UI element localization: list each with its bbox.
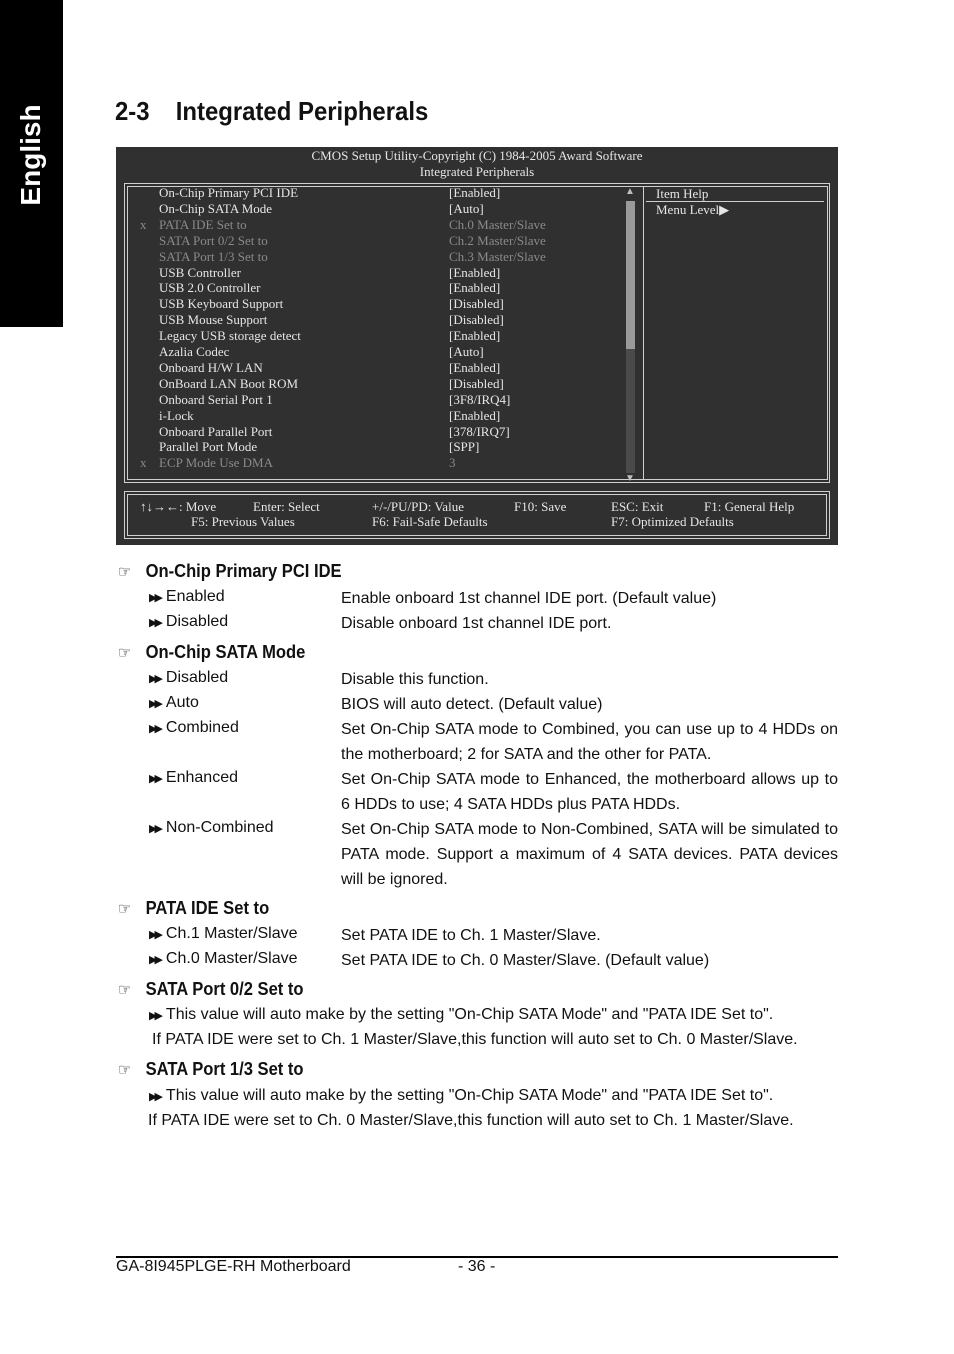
triangle-right-icon: ▶ xyxy=(719,202,730,217)
heading-pata-ide: ☞ PATA IDE Set to xyxy=(118,898,270,918)
bios-item-name: Legacy USB storage detect xyxy=(159,328,301,344)
sata13-detail: If PATA IDE were set to Ch. 0 Master/Slave,this function will auto set to Ch. 1 Master/Slave. xyxy=(148,1112,794,1129)
double-arrow-icon: ▶▶ xyxy=(149,698,160,710)
option-description: Enable onboard 1st channel IDE port. (Default value) xyxy=(341,590,717,607)
heading-pci-ide: ☞ On-Chip Primary PCI IDE xyxy=(118,561,342,581)
option-description: Set On-Chip SATA mode to Combined, you can use up to 4 HDDs on the motherboard; 2 for SATA and the other for PATA. xyxy=(341,721,838,763)
bios-item-name: Onboard H/W LAN xyxy=(159,359,263,375)
option-label: ▶▶ Disabled xyxy=(149,669,229,686)
bios-item-name: Azalia Codec xyxy=(159,344,230,359)
heading-sata-port-13: ☞ SATA Port 1/3 Set to xyxy=(118,1059,304,1079)
bios-item-value[interactable]: Ch.2 Master/Slave xyxy=(449,232,546,248)
heading-sata-mode: ☞ On-Chip SATA Mode xyxy=(118,642,306,662)
option-label: ▶▶ Ch.1 Master/Slave xyxy=(149,925,298,942)
double-arrow-icon: ▶▶ xyxy=(149,723,160,735)
option-label: ▶▶ Disabled xyxy=(149,613,229,630)
double-arrow-icon: ▶▶ xyxy=(149,929,160,941)
option-description: Set PATA IDE to Ch. 0 Master/Slave. (Default value) xyxy=(341,952,710,969)
key-exit: ESC: Exit xyxy=(611,499,664,514)
footer-model: GA-8I945PLGE-RH Motherboard xyxy=(116,1258,351,1275)
bios-item-value[interactable]: 3 xyxy=(449,455,456,471)
option-label: ▶▶ Non-Combined xyxy=(149,819,274,836)
sata13-note: ▶▶ This value will auto make by the setting "On-Chip SATA Mode" and "PATA IDE Set to". xyxy=(149,1087,774,1104)
option-description: Set PATA IDE to Ch. 1 Master/Slave. xyxy=(341,927,601,944)
bios-item-value[interactable]: [Disabled] xyxy=(449,312,504,328)
sata02-detail: If PATA IDE were set to Ch. 1 Master/Slave,this function will auto set to Ch. 0 Master/Slave. xyxy=(152,1031,798,1048)
bios-item-value[interactable]: [Enabled] xyxy=(449,280,501,296)
key-move: ↑↓→←: Move xyxy=(140,499,217,514)
option-label: ▶▶ Ch.0 Master/Slave xyxy=(149,950,298,967)
option-label: ▶▶ Auto xyxy=(149,694,199,711)
bios-item-name: Onboard Parallel Port xyxy=(159,423,273,439)
key-optimized: F7: Optimized Defaults xyxy=(611,514,734,529)
double-arrow-icon: ▶▶ xyxy=(149,617,160,629)
bios-item-name: PATA IDE Set to xyxy=(159,216,247,232)
bios-subtitle: Integrated Peripherals xyxy=(419,164,535,179)
section-number: 2-3 xyxy=(115,96,150,126)
bios-item-value[interactable]: Ch.3 Master/Slave xyxy=(449,248,546,264)
bios-item-value[interactable]: [Enabled] xyxy=(449,359,501,375)
option-description: BIOS will auto detect. (Default value) xyxy=(341,696,603,713)
pointing-hand-icon: ☞ xyxy=(118,645,132,662)
bios-screen xyxy=(116,147,838,545)
key-save: F10: Save xyxy=(514,499,567,514)
pointing-hand-icon: ☞ xyxy=(118,982,132,999)
bios-item-name: SATA Port 0/2 Set to xyxy=(159,232,268,248)
bios-item-value[interactable]: [SPP] xyxy=(449,439,480,455)
double-arrow-icon: ▶▶ xyxy=(149,823,160,835)
bios-item-value[interactable]: [378/IRQ7] xyxy=(449,423,510,439)
option-description: Disable onboard 1st channel IDE port. xyxy=(341,615,612,632)
language-tab xyxy=(0,0,63,327)
bios-item-value[interactable]: [Disabled] xyxy=(449,296,504,312)
bios-item-name: On-Chip SATA Mode xyxy=(159,200,273,216)
language-tab-label: English xyxy=(15,104,46,206)
double-arrow-icon: ▶▶ xyxy=(149,773,160,785)
bios-item-value[interactable]: [3F8/IRQ4] xyxy=(449,391,511,407)
bios-item-value[interactable]: [Disabled] xyxy=(449,375,504,391)
item-help-title: Item Help xyxy=(656,186,709,201)
section-heading xyxy=(115,96,428,127)
scroll-up-icon[interactable]: ▲ xyxy=(625,186,635,197)
bios-item-value[interactable]: [Enabled] xyxy=(449,407,501,423)
option-label: ▶▶ Combined xyxy=(149,719,239,736)
pointing-hand-icon: ☞ xyxy=(118,1062,132,1079)
double-arrow-icon: ▶▶ xyxy=(149,1091,160,1103)
option-label: ▶▶ Enhanced xyxy=(149,769,238,786)
bios-item-name: USB Keyboard Support xyxy=(159,296,284,312)
bios-item-name: USB Controller xyxy=(159,264,241,280)
bios-item-value[interactable]: [Enabled] xyxy=(449,264,501,280)
option-description: Disable this function. xyxy=(341,671,489,688)
double-arrow-icon: ▶▶ xyxy=(149,1010,160,1022)
bios-item-name: SATA Port 1/3 Set to xyxy=(159,248,268,264)
bios-item-name: Onboard Serial Port 1 xyxy=(159,391,273,407)
scroll-down-icon[interactable]: ▼ xyxy=(625,473,635,484)
bios-item-name: OnBoard LAN Boot ROM xyxy=(159,375,299,391)
option-label: ▶▶ Enabled xyxy=(149,588,225,605)
disabled-marker: x xyxy=(140,216,147,232)
bios-item-name: ECP Mode Use DMA xyxy=(159,455,273,471)
section-title: Integrated Peripherals xyxy=(175,96,429,126)
menu-level xyxy=(656,202,729,218)
bios-item-name: USB 2.0 Controller xyxy=(159,280,261,296)
bios-item-name: i-Lock xyxy=(159,407,194,423)
disabled-marker: x xyxy=(140,455,147,471)
page-number: - 36 - xyxy=(458,1258,496,1275)
bios-item-name: On-Chip Primary PCI IDE xyxy=(159,185,299,200)
bios-item-value[interactable]: Ch.0 Master/Slave xyxy=(449,216,546,232)
bios-item-value[interactable]: [Enabled] xyxy=(449,328,501,344)
bios-title: CMOS Setup Utility-Copyright (C) 1984-2005 Award Software xyxy=(311,148,643,163)
double-arrow-icon: ▶▶ xyxy=(149,673,160,685)
scrollbar-thumb[interactable] xyxy=(626,201,635,349)
key-previous-values: F5: Previous Values xyxy=(191,514,295,529)
option-description: Set On-Chip SATA mode to Non-Combined, SATA will be simulated to PATA mode. Support a maximum of 4 SATA devices. PATA devices will be ignored. xyxy=(341,821,838,888)
key-general-help: F1: General Help xyxy=(704,499,795,514)
pointing-hand-icon: ☞ xyxy=(118,564,132,581)
sata02-note: ▶▶ This value will auto make by the setting "On-Chip SATA Mode" and "PATA IDE Set to". xyxy=(149,1006,774,1023)
key-fail-safe: F6: Fail-Safe Defaults xyxy=(372,514,488,529)
double-arrow-icon: ▶▶ xyxy=(149,592,160,604)
menu-level-label: Menu Level xyxy=(656,202,720,217)
bios-item-name: Parallel Port Mode xyxy=(159,439,258,455)
bios-item-value[interactable]: [Enabled] xyxy=(449,185,501,200)
bios-item-value[interactable]: [Auto] xyxy=(449,344,484,359)
double-arrow-icon: ▶▶ xyxy=(149,954,160,966)
key-value: +/-/PU/PD: Value xyxy=(372,499,464,514)
pointing-hand-icon: ☞ xyxy=(118,901,132,918)
bios-item-value[interactable]: [Auto] xyxy=(449,200,484,216)
heading-sata-port-02: ☞ SATA Port 0/2 Set to xyxy=(118,979,304,999)
option-description: Set On-Chip SATA mode to Enhanced, the motherboard allows up to 6 HDDs to use; 4 SATA HDDs plus PATA HDDs. xyxy=(341,771,838,813)
bios-item-name: USB Mouse Support xyxy=(159,312,268,328)
key-select: Enter: Select xyxy=(253,499,320,514)
bios-help-frame xyxy=(643,186,828,480)
